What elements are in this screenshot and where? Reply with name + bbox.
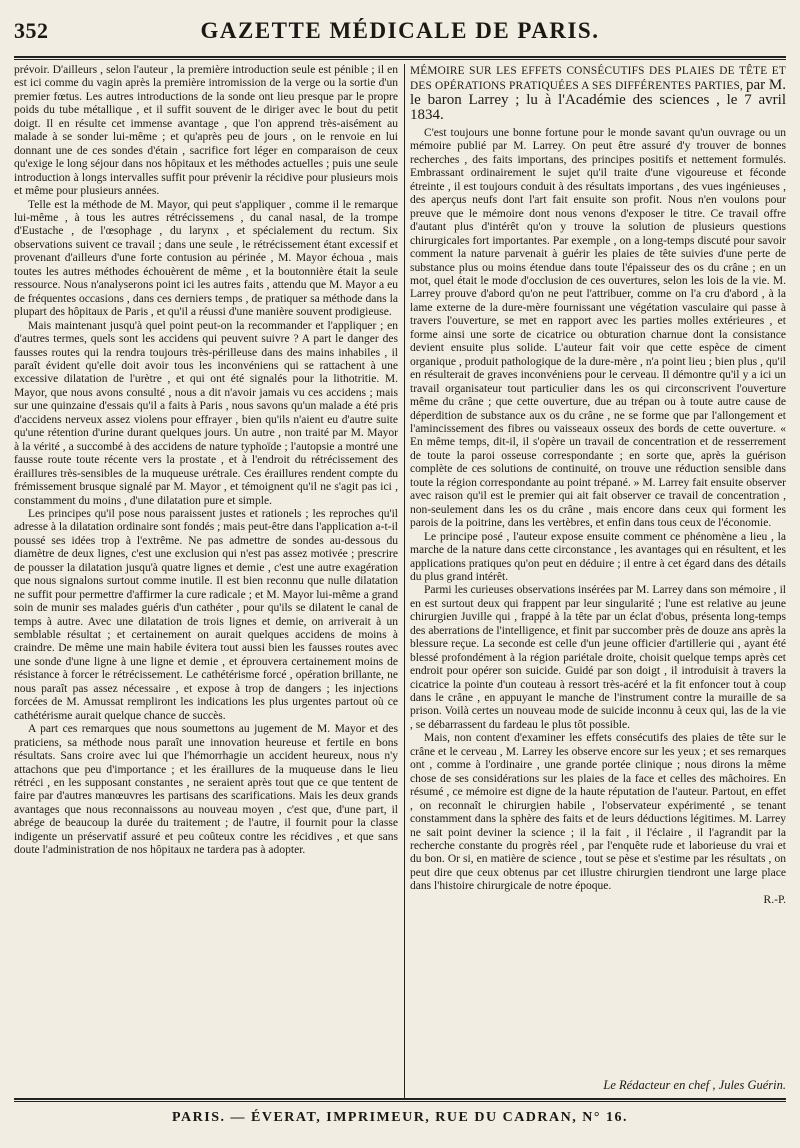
editor-in-chief-line: Le Rédacteur en chef , Jules Guérin. [603,1078,786,1092]
masthead [14,18,786,52]
left-paragraph-5: A part ces remarques que nous soumettons au jugement de M. Mayor et des praticiens, sa méthode nous paraît une innovation heureuse et fertile en bons résultats. Sans croire avec lui que l'hémorrhagie un accident heureux, nous n'y attachons que peu d'importance ; et les éraillures de la muqueuse dans le lieu rétréci , en les supposant constantes , ne seraient après tout que ce que tentent de faire par d'autres manœuvres les partisans des scarifications. Mais les deux grands avantages que nous reconnaissons au nouveau moyen , c'est que, d'une part, il abrége de beaucoup la durée du traitement ; de l'autre, il fournit pour la classe indigente un préservatif assuré et peu coûteux contre les récidives , et que sans doute l'administration de nos hôpitaux ne tardera pas à adopter. [14,723,398,857]
page-number: 352 [14,18,49,43]
right-paragraph-2: Le principe posé , l'auteur expose ensuite comment ce phénomène a lieu , la marche de la nature dans cette circonstance , les avantages qui en résultent, et les applications pratiques qu'on peut en déduire ; il entre à cet égard dans des détails du plus grand intérêt. [410,530,786,583]
right-paragraph-4: Mais, non content d'examiner les effets consécutifs des plaies de tête sur le crâne et le cerveau , M. Larrey les observe encore sur les yeux ; et ses remarques ont , comme à l'ordinaire , une grande portée clinique ; nous dirons la même chose de ses considérations sur les plaies de la face et celles des mâchoires. En résumé , ce mémoire est digne de la haute réputation de l'auteur. Partout, en effet , on reconnaît le chirurgien habile , l'observateur expérimenté , se tenant constamment dans la sphère des faits et de leurs déductions légitimes. M. Larrey ne sait point deviner la science ; il la fait , il l'éclaire , il l'agrandit par la recherche constante du progrès réel , par l'enquête rude et laborieuse du vrai et du bon. Or si, en matière de science , tout se pèse et s'estime par les résultats , on peut dire que ceux obtenus par cet illustre chirurgien tiendront une large place dans l'histoire chirurgicale de notre époque. [410,732,786,893]
memoir-heading [410,64,786,123]
right-paragraph-1: C'est toujours une bonne fortune pour le monde savant qu'un ouvrage ou un mémoire publié par M. Larrey. On peut être assuré d'y trouver de bonnes recherches , des faits importans, des principes positifs et nettement formulés. Embrassant ordinairement le sujet qu'il traite d'une vigoureuse et féconde étreinte , il est toujours conduit à des résultats importans , des vues ingénieuses , des aperçus neufs dont l'art fait ensuite son profit. Nous n'en voulons pour preuve que le mémoire dont nous venons d'exposer le titre. Ce travail offre d'autant plus d'intérêt qu'on y trouve la solution de plusieurs questions chirurgicales fort importantes. Par exemple , on a long-temps discuté pour savoir comment la nature parvenait à guérir les plaies de tête suivies d'une perte de substance plus ou moins étendue dans toute l'épaisseur des os du crâne ; en un mot, quel était le mode d'occlusion de ces ouvertures, selon les lois de la vie. M. Larrey prouve d'abord qu'on ne peut l'attribuer, comme on l'a cru d'abord , à la lame externe de la dure-mère fournissant une végétation vasculaire qui passe à travers l'ouverture, se met en rapport avec les parties molles extérieures , et forme ainsi une sorte de cicatrice ou obturation charnue dont la consistance devient ensuite plus solide. L'auteur fait voir que cette espèce de ciment organique , produit pathologique de la dure-mère , n'a point lieu ; bien plus , qu'il en résulterait de graves inconvéniens pour le cerveau. Il démontre qu'il y a ici un travail organisateur tout particulier dans les os qui circonscrivent l'ouverture même du crâne ; que cette ouverture, due au trépan ou à toute autre cause de déperdition de substance aux os du crâne , ne se forme que par l'allongement et l'amincissement des fibres ou vaisseaux osseux des bords de cette ouverture. « En même temps, dit-il, il s'opère un travail de concentration et de resserrement de toute la paroi osseuse correspondante ; en sorte que, après la guérison complète de ces solutions de continuité, on trouve une réduction sensible dans toute la région correspondante au point trépané. » M. Larrey fait ensuite observer avec raison qu'il est le premier qui ait fait observer ce travail de concentration , non-seulement dans les os du crâne , mais encore dans ceux qui forment les parois de la poitrine, dans les vertèbres, et enfin dans tous ceux de l'économie. [410,127,786,530]
left-column [14,64,398,1078]
header-rule [14,56,786,60]
memoir-title: MÉMOIRE SUR LES EFFETS CONSÉCUTIFS DES PLAIES DE TÊTE ET DES OPÉRATIONS PRATIQUÉES A SES DIFFÉRENTES PARTIES, [410,65,786,92]
left-paragraph-1: prévoir. D'ailleurs , selon l'auteur , la première introduction seule est pénible ; il en est ici comme du vagin après la première intromission de la verge ou la sortie d'un premier fœtus. Les autres introductions de la sonde ont lieu presque par le propre poids du tube métallique , et il suffit souvent de le diriger avec le bout du petit doigt. Il en résulte cet immense avantage , que l'on apprend très-aisément au malade à se sonder lui-même ; et qu'après peu de jours , on le renvoie en lui donnant une de ces sondes d'étain , sacrifice fort léger en comparaison de ceux qu'exige le long séjour dans nos hôpitaux et les méthodes actuelles ; puis une seule introduction à longs intervalles suffit pour prévenir la récidive pour plusieurs mois et même pour plusieurs années. [14,64,398,198]
journal-title: GAZETTE MÉDICALE DE PARIS. [200,18,600,43]
right-paragraph-3: Parmi les curieuses observations insérées par M. Larrey dans son mémoire , il en est surtout deux qui frappent par leur singularité ; l'une est relative au jeune chirurgien Juville qui , frappé à la tête par un éclat d'obus, présenta long-temps des aberrations de l'intelligence, et finit par succomber près de douze ans après la blessure reçue. La seconde est celle d'un jeune officier d'artillerie qui , ayant été blessé profondément à la région pariétale droite, choisit quelque temps après cet endroit pour opérer son suicide. Guidé par son doigt , il introduisit à travers la cicatrice la pointe d'un couteau à ressort très-acéré et la fit enfoncer tout à coup dans le crâne , en appuyant le manche de l'instrument contre la muraille de sa prison. Voilà certes un nouveau mode de suicide inconnu à ceux qui, las de la vie , se débarrassent du fardeau le plus tôt possible. [410,584,786,731]
right-column [410,64,786,1078]
left-paragraph-2: Telle est la méthode de M. Mayor, qui peut s'appliquer , comme il le remarque lui-même , à tous les autres rétrécissemens , du canal nasal, de la trompe d'Eustache , de l'œsophage , du larynx , et spécialement du rectum. Six observations suivent ce travail ; dans une seule , le rétrécissement étant excessif et provenant d'ailleurs d'une forte contusion au périnée , M. Mayor échoua , mais toutes les autres méthodes échouèrent de même , et la boutonnière était la seule ressource. Nous n'analyserons point ici les autres faits , attendu que M. Mayor a eu de fréquentes occasions , dans ces derniers temps , de pratiquer sa méthode dans la plupart des hôpitaux de Paris , et qu'il a réussi d'une manière souvent prodigieuse. [14,198,398,319]
footer-rule [14,1098,786,1102]
article-signoff: R.-P. [763,893,786,906]
left-paragraph-3: Mais maintenant jusqu'à quel point peut-on la recommander et l'appliquer ; en d'autres termes, quels sont les accidens qui peuvent suivre ? A part le danger des fausses routes qui la rendra toujours très-périlleuse dans des mains inhabiles , il paraît évident qu'elle doit avoir tous les inconvéniens qui se rattachent à une excessive dilatation de l'urètre , et qui ont été signalés pour la lithotritie. M. Mayor, que nous avons consulté , nous a dit n'avoir jamais vu ces accidens ; mais sur une quinzaine d'essais qu'il a faits à Paris , nous savons qu'un malade a été pris d'accidens nerveux assez violens pour effrayer , bien qu'ils n'aient eu d'autre suite qu'une rétention d'urine durant quelques jours. Un autre , non traité par M. Mayor à la vérité , a succombé à des accidens de nature typhoïde ; l'autopsie a montré une fausse route toute récente vers la prostate , et à l'endroit du rétrécissement des éraillures très-sensibles de la muqueuse urétrale. Ces éraillures rendent compte du frémissement brusque signalé par M. Mayor , et témoignent qu'il ne s'agit pas ici , constamment du moins , d'une dilatation pure et simple. [14,319,398,507]
left-paragraph-4: Les principes qu'il pose nous paraissent justes et rationels ; les reproches qu'il adresse à la dilatation ordinaire sont fondés ; mais peut-être dans l'application a-t-il poussé ses idées trop à l'extrême. Ne pas admettre de sondes au-dessous du diamètre de deux lignes, c'est une exclusion qui n'est pas assez motivée ; prescrire de pousser la dilatation jusqu'à quatre lignes et demie , c'est une autre exagération que nous signalons surtout comme inutile. Il est bien reconnu que nulle dilatation ne suffit pour permettre d'affirmer la cure radicale ; et M. Mayor lui-même a grand soin de munir ses malades guéris d'un cathéter , pour qu'ils se dilatent le canal de temps à autre. Avec une dilatation de trois lignes et demie, on arriverait à un semblable résultat ; et certainement on aurait quelques accidens de moins à craindre. De même une main habile évitera tout aussi bien les fausses routes avec une sonde d'une ligne à une ligne et demie , et éprouvera certainement moins de résistance à forcer le rétrécissement. Le cathétérisme forcé , opération brillante, ne nous paraît pas assez nécessaire , et expose à trop de dangers ; les injections forcées de M. Amussat rempliront les indications les plus urgentes partout où ce cathétérisme aurait quelque chance de succès. [14,507,398,722]
article-columns [14,64,786,1078]
column-divider [404,64,405,1098]
memoir-author: par M. le baron Larrey ; lu à l'Académie des sciences , le 7 avril 1834. [410,77,786,123]
printer-imprint: PARIS. — ÉVERAT, IMPRIMEUR, RUE DU CADRAN, N° 16. [172,1110,628,1125]
